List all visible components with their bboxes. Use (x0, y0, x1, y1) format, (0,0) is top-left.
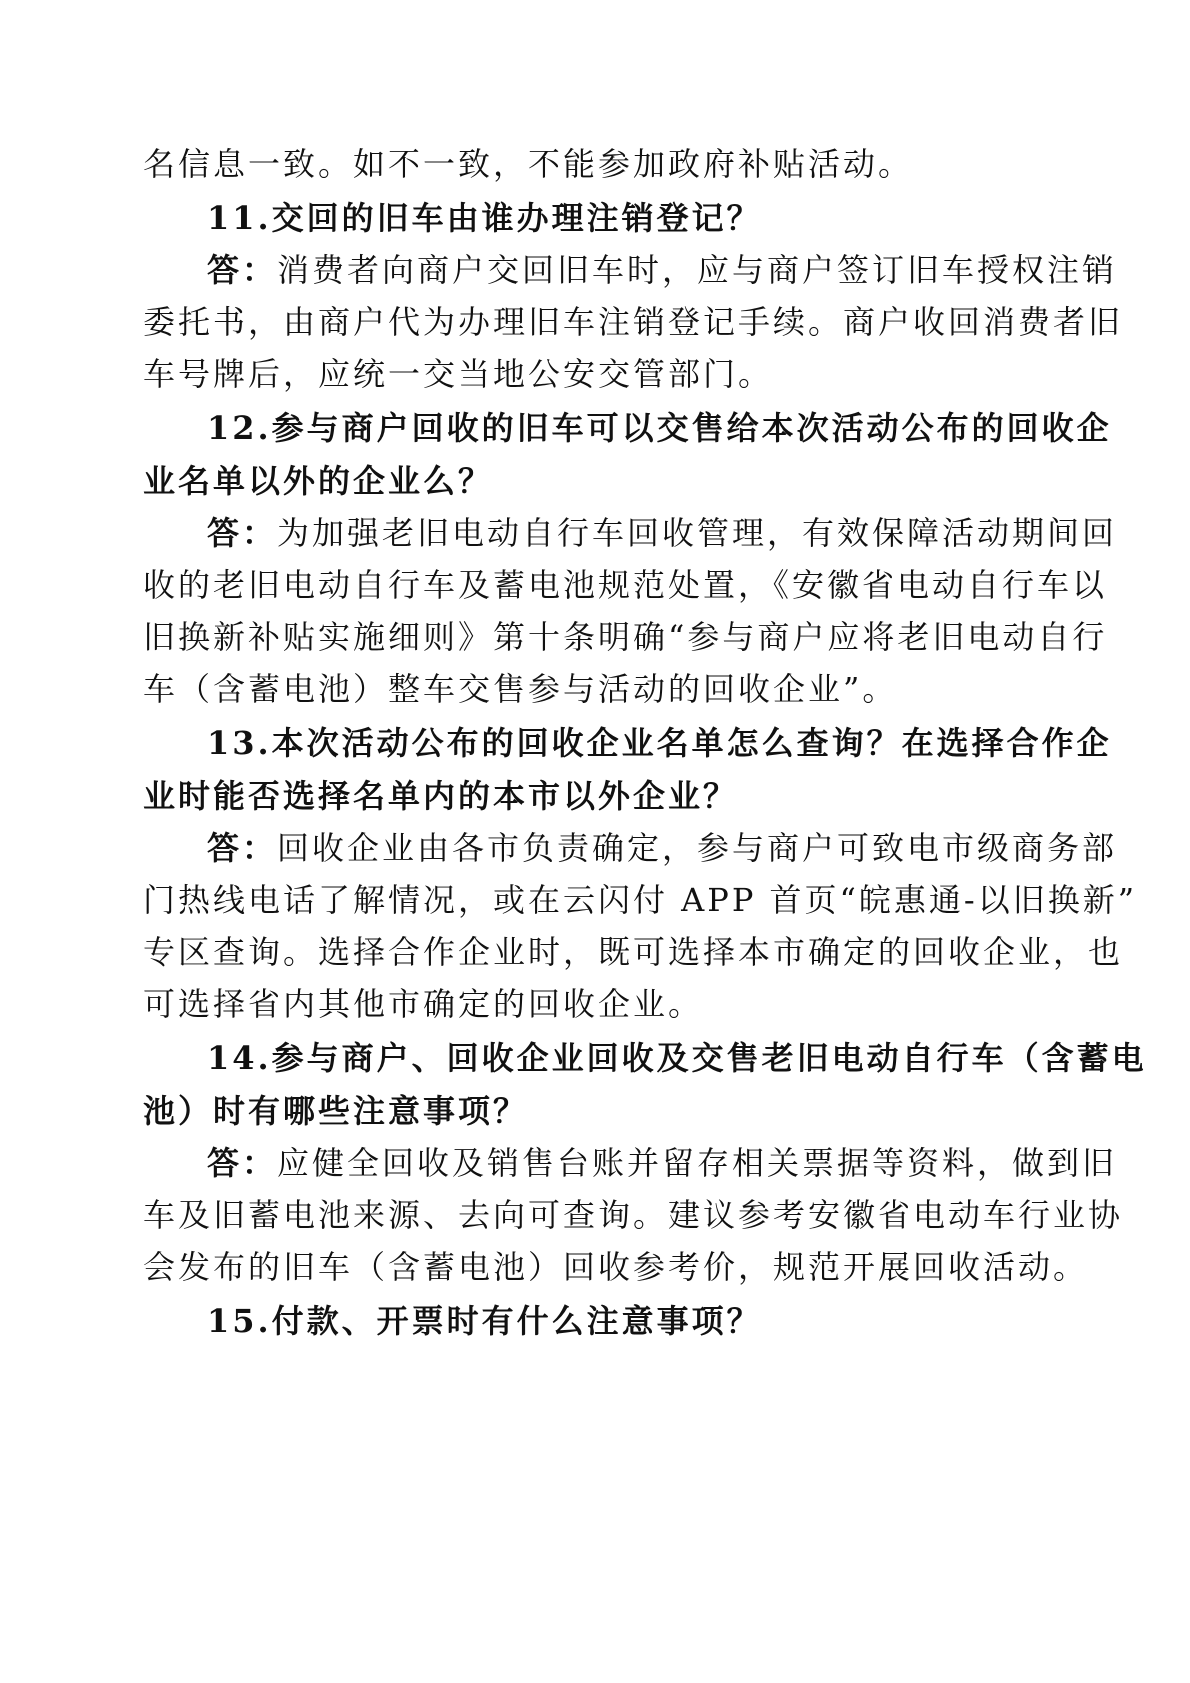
question-12-cont: 业名单以外的企业么？ (143, 462, 494, 500)
answer-text: 回收企业由各市负责确定，参与商户可致电市级商务部 (277, 829, 1118, 867)
question-14: 14.参与商户、回收企业回收及交售老旧电动自行车（含蓄电 (207, 1039, 1147, 1077)
question-13-cont: 业时能否选择名单内的本市以外企业？ (143, 777, 739, 815)
answer-text: 消费者向商户交回旧车时，应与商户签订旧车授权注销 (277, 251, 1118, 289)
answer-text: 为加强老旧电动自行车回收管理，有效保障活动期间回 (277, 514, 1118, 552)
question-14-cont: 池）时有哪些注意事项？ (143, 1092, 529, 1130)
text-line: 旧换新补贴实施细则》第十条明确“参与商户应将老旧电动自行 (143, 618, 1108, 656)
answer-text: 应健全回收及销售台账并留存相关票据等资料，做到旧 (277, 1144, 1118, 1182)
answer-label: 答： (207, 251, 278, 289)
answer-label: 答： (207, 829, 278, 867)
answer-14-line (207, 1139, 1118, 1187)
answer-label: 答： (207, 514, 278, 552)
text-line: 委托书，由商户代为办理旧车注销登记手续。商户收回消费者旧 (143, 303, 1124, 341)
question-11: 11.交回的旧车由谁办理注销登记？ (207, 199, 762, 237)
question-12: 12.参与商户回收的旧车可以交售给本次活动公布的回收企 (207, 409, 1112, 447)
text-line: 可选择省内其他市确定的回收企业。 (143, 985, 704, 1023)
text-line: 会发布的旧车（含蓄电池）回收参考价，规范开展回收活动。 (143, 1248, 1089, 1286)
text-line: 收的老旧电动自行车及蓄电池规范处置，《安徽省电动自行车以 (143, 566, 1108, 604)
answer-13-line (207, 824, 1118, 872)
answer-label: 答： (207, 1144, 278, 1182)
text-line: 车号牌后，应统一交当地公安交管部门。 (143, 355, 774, 393)
answer-11-line (207, 246, 1118, 294)
text-line: 车（含蓄电池）整车交售参与活动的回收企业”。 (143, 670, 898, 708)
text-line: 名信息一致。如不一致，不能参加政府补贴活动。 (143, 145, 914, 183)
question-15: 15.付款、开票时有什么注意事项？ (207, 1302, 762, 1340)
text-line: 门热线电话了解情况，或在云闪付 APP 首页“皖惠通-以旧换新” (143, 881, 1138, 919)
text-line: 车及旧蓄电池来源、去向可查询。建议参考安徽省电动车行业协 (143, 1196, 1124, 1234)
text-line: 专区查询。选择合作企业时，既可选择本市确定的回收企业，也 (143, 933, 1124, 971)
question-13: 13.本次活动公布的回收企业名单怎么查询？在选择合作企 (207, 724, 1112, 762)
answer-12-line (207, 509, 1118, 557)
